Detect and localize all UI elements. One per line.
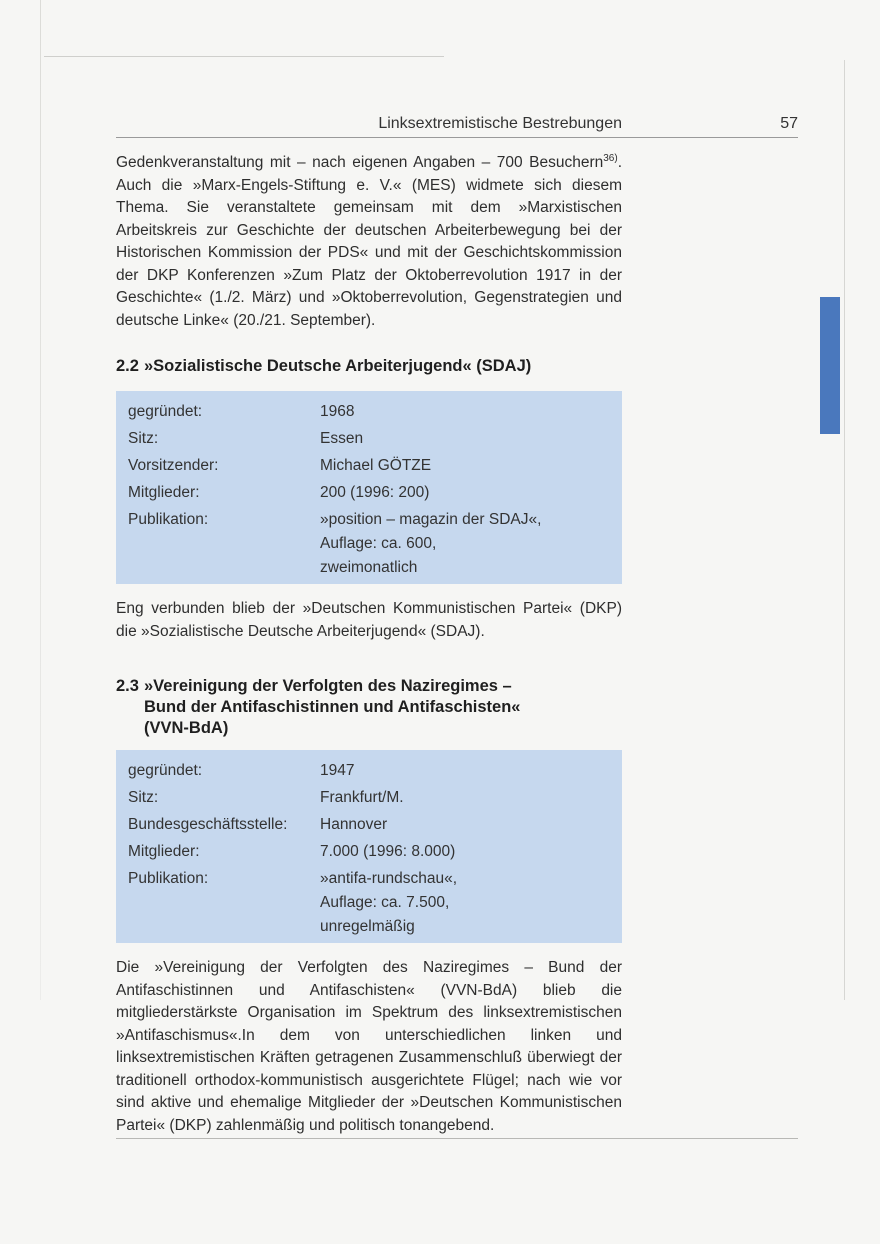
fact-value bbox=[320, 481, 610, 505]
fact-label: Publikation: bbox=[128, 511, 209, 528]
fact-box-sdaj bbox=[116, 391, 622, 584]
footnote-reference: 36) bbox=[603, 152, 618, 164]
fact-value-line: »position – magazin der SDAJ«, bbox=[320, 511, 542, 528]
fact-value bbox=[320, 759, 610, 783]
fact-value bbox=[320, 867, 610, 939]
vvn-paragraph: Die »Vereinigung der Verfolgten des Naziregimes – Bund der Antifaschistinnen und Antifaschisten« (VVN-BdA) blieb die mitgliederstärkste Organisation im Spektrum des linksextremistischen »Antifaschismus«.In dem von unterschiedlichen linken und linksextremistischen Kräften getragenen Zusammenschluß überwiegt der traditionell orthodox-kommunistisch ausgerichtete Flügel; nach wie vor sind aktive und ehemalige Mitglieder der »Deutschen Kommunistischen Partei« (DKP) zahlenmäßig und politisch tonangebend. bbox=[116, 959, 622, 1134]
fact-label: Sitz: bbox=[128, 430, 159, 447]
fact-value bbox=[320, 454, 610, 478]
intro-paragraph bbox=[116, 152, 622, 332]
fact-value-line: Frankfurt/M. bbox=[320, 789, 404, 806]
fact-value bbox=[320, 786, 610, 810]
fact-label: Bundesgeschäftsstelle: bbox=[128, 816, 288, 833]
fact-value bbox=[320, 813, 610, 837]
running-header-title: Linksextremistische Bestrebungen bbox=[378, 115, 622, 132]
fact-label: Vorsitzender: bbox=[128, 457, 219, 474]
section-title: »Sozialistische Deutsche Arbeiterjugend« (SDAJ) bbox=[144, 357, 532, 375]
page-right-edge bbox=[844, 60, 845, 1000]
fact-value bbox=[320, 427, 610, 451]
fact-label: Mitglieder: bbox=[128, 484, 200, 501]
fact-box-vvn bbox=[116, 750, 622, 943]
section-number: 2.3 bbox=[116, 677, 139, 695]
fact-label: Publikation: bbox=[128, 870, 209, 887]
section-title-line: (VVN-BdA) bbox=[144, 719, 229, 737]
fact-label: Mitglieder: bbox=[128, 843, 200, 860]
page-edge bbox=[40, 0, 41, 1000]
section-heading-sdaj bbox=[116, 356, 636, 377]
fact-value-line: zweimonatlich bbox=[320, 559, 418, 576]
fact-label: Sitz: bbox=[128, 789, 159, 806]
intro-text-start: Gedenkveranstaltung mit – nach eigenen Angaben – 700 Besuchern bbox=[116, 154, 604, 171]
fact-value-line: 1968 bbox=[320, 403, 355, 420]
page-number: 57 bbox=[780, 115, 798, 132]
section-title-line: Bund der Antifaschistinnen und Antifaschisten« bbox=[144, 698, 521, 716]
fact-value-line: 7.000 (1996: 8.000) bbox=[320, 843, 456, 860]
fact-value bbox=[320, 840, 610, 864]
fact-value-line: Hannover bbox=[320, 816, 388, 833]
bottom-rule bbox=[116, 1138, 798, 1139]
fact-value-line: Essen bbox=[320, 430, 364, 447]
fact-label: gegründet: bbox=[128, 403, 203, 420]
fact-value-line: Michael GÖTZE bbox=[320, 457, 432, 474]
fact-value bbox=[320, 508, 610, 580]
fact-value bbox=[320, 400, 610, 424]
running-header bbox=[116, 115, 798, 138]
section-title-line: »Vereinigung der Verfolgten des Naziregimes – bbox=[144, 677, 512, 695]
fact-value-line: 200 (1996: 200) bbox=[320, 484, 430, 501]
section-heading-vvn bbox=[116, 676, 636, 739]
fact-label: gegründet: bbox=[128, 762, 203, 779]
sdaj-paragraph: Eng verbunden blieb der »Deutschen Kommunistischen Partei« (DKP) die »Sozialistische Deutsche Arbeiterjugend« (SDAJ). bbox=[116, 600, 622, 640]
chapter-tab-marker bbox=[820, 297, 840, 434]
fact-value-line: unregelmäßig bbox=[320, 918, 415, 935]
fact-value-line: 1947 bbox=[320, 762, 355, 779]
fact-value-line: Auflage: ca. 7.500, bbox=[320, 894, 450, 911]
fact-value-line: »antifa-rundschau«, bbox=[320, 870, 458, 887]
top-rule bbox=[44, 56, 444, 57]
fact-value-line: Auflage: ca. 600, bbox=[320, 535, 437, 552]
section-number: 2.2 bbox=[116, 357, 139, 375]
intro-text-end: . Auch die »Marx-Engels-Stiftung e. V.« (MES) widmete sich diesem Thema. Sie veranstaltete gemeinsam mit dem »Marxistischen Arbeitskreis zur Geschichte der deutschen Arbeiterbewegung bei der Historischen Kommission der PDS« und mit der Geschichtskommission der DKP Konferenzen »Zum Platz der Oktoberrevolution 1917 in der Geschichte« (1./2. März) und »Oktoberrevolution, Gegenstrategien und deutsche Linke« (20./21. September). bbox=[116, 154, 622, 329]
